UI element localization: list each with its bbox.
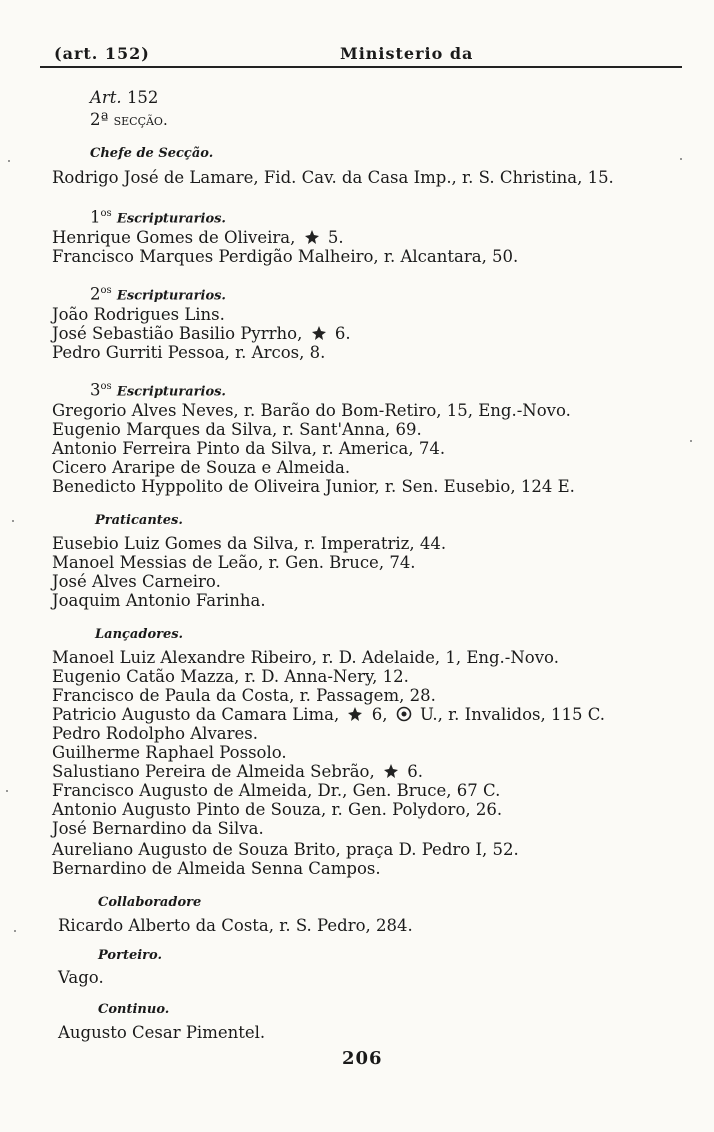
list-item: Guilherme Raphael Possolo. — [52, 743, 287, 762]
rose-order-icon — [396, 706, 412, 722]
scan-speck — [680, 158, 682, 160]
order-insignia-icon — [304, 229, 320, 245]
section-title-segundos: $2^{os}$ Escripturarios. — [90, 284, 226, 304]
list-item: Antonio Augusto Pinto de Souza, r. Gen. Polydoro, 26. — [52, 800, 503, 819]
section-title-praticantes: Praticantes. — [95, 513, 183, 528]
section-title-terceiros: $3^{os}$ Escripturarios. — [90, 380, 226, 400]
section-title-chefe: Chefe de Secção. — [90, 146, 214, 161]
list-item: Manoel Luiz Alexandre Ribeiro, r. D. Adelaide, 1, Eng.-Novo. — [52, 648, 559, 667]
scan-speck — [6, 790, 8, 792]
list-item: Pedro Gurriti Pessoa, r. Arcos, 8. — [52, 343, 326, 362]
list-item: Joaquim Antonio Farinha. — [52, 591, 266, 610]
list-item: Gregorio Alves Neves, r. Barão do Bom-Retiro, 15, Eng.-Novo. — [52, 401, 571, 420]
list-item: Augusto Cesar Pimentel. — [58, 1023, 266, 1042]
list-item: José Sebastião Basilio Pyrrho, 6. — [52, 324, 351, 343]
list-item: Salustiano Pereira de Almeida Sebrão, 6. — [52, 762, 423, 781]
list-item: José Alves Carneiro. — [52, 572, 221, 591]
article-reference: (art. 152) — [54, 44, 150, 63]
section-title-lancadores: Lançadores. — [95, 627, 184, 642]
list-item: Pedro Rodolpho Alvares. — [52, 724, 258, 743]
section-title-porteiro: Porteiro. — [98, 948, 162, 963]
list-item: Eugenio Catão Mazza, r. D. Anna-Nery, 12. — [52, 667, 409, 686]
section-title-continuo: Continuo. — [98, 1002, 170, 1017]
list-item: Patricio Augusto da Camara Lima, 6, U., r. Invalidos, 115 C. — [52, 705, 606, 724]
scan-speck — [690, 440, 692, 442]
list-item: Ricardo Alberto da Costa, r. S. Pedro, 284. — [58, 916, 413, 935]
section-title-primeiros: $1^{os}$ Escripturarios. — [90, 207, 226, 227]
list-item: Francisco de Paula da Costa, r. Passagem, 28. — [52, 686, 436, 705]
order-insignia-icon — [311, 325, 327, 341]
list-item: Francisco Augusto de Almeida, Dr., Gen. Bruce, 67 C. — [52, 781, 501, 800]
list-item: Henrique Gomes de Oliveira, 5. — [52, 228, 344, 247]
scan-speck — [12, 520, 14, 522]
list-item: Benedicto Hyppolito de Oliveira Junior, r. Sen. Eusebio, 124 E. — [52, 477, 575, 496]
list-item: Antonio Ferreira Pinto da Silva, r. America, 74. — [52, 439, 446, 458]
order-insignia-icon — [347, 706, 363, 722]
section-title-collaboradore: Collaboradore — [98, 895, 202, 910]
list-item: Vago. — [58, 968, 104, 987]
seccao-heading: 2ª secção. — [90, 110, 168, 129]
list-item: Cicero Araripe de Souza e Almeida. — [52, 458, 351, 477]
list-item: Francisco Marques Perdigão Malheiro, r. Alcantara, 50. — [52, 247, 519, 266]
list-item: Eugenio Marques da Silva, r. Sant'Anna, 69. — [52, 420, 422, 439]
list-item: Manoel Messias de Leão, r. Gen. Bruce, 74. — [52, 553, 416, 572]
list-item: Bernardino de Almeida Senna Campos. — [52, 859, 381, 878]
scan-speck — [14, 930, 16, 932]
list-item: Rodrigo José de Lamare, Fid. Cav. da Casa Imp., r. S. Christina, 15. — [52, 168, 614, 187]
running-header — [40, 38, 682, 68]
list-item: João Rodrigues Lins. — [52, 305, 225, 324]
list-item: Aureliano Augusto de Souza Brito, praça D. Pedro I, 52. — [52, 840, 519, 859]
page-number: 206 — [342, 1048, 383, 1069]
art-heading: Art. 152 — [90, 88, 159, 107]
order-insignia-icon — [383, 763, 399, 779]
scan-speck — [8, 160, 10, 162]
list-item: José Bernardino da Silva. — [52, 819, 264, 838]
list-item: Eusebio Luiz Gomes da Silva, r. Imperatriz, 44. — [52, 534, 447, 553]
header-title: Ministerio da — [340, 44, 474, 63]
